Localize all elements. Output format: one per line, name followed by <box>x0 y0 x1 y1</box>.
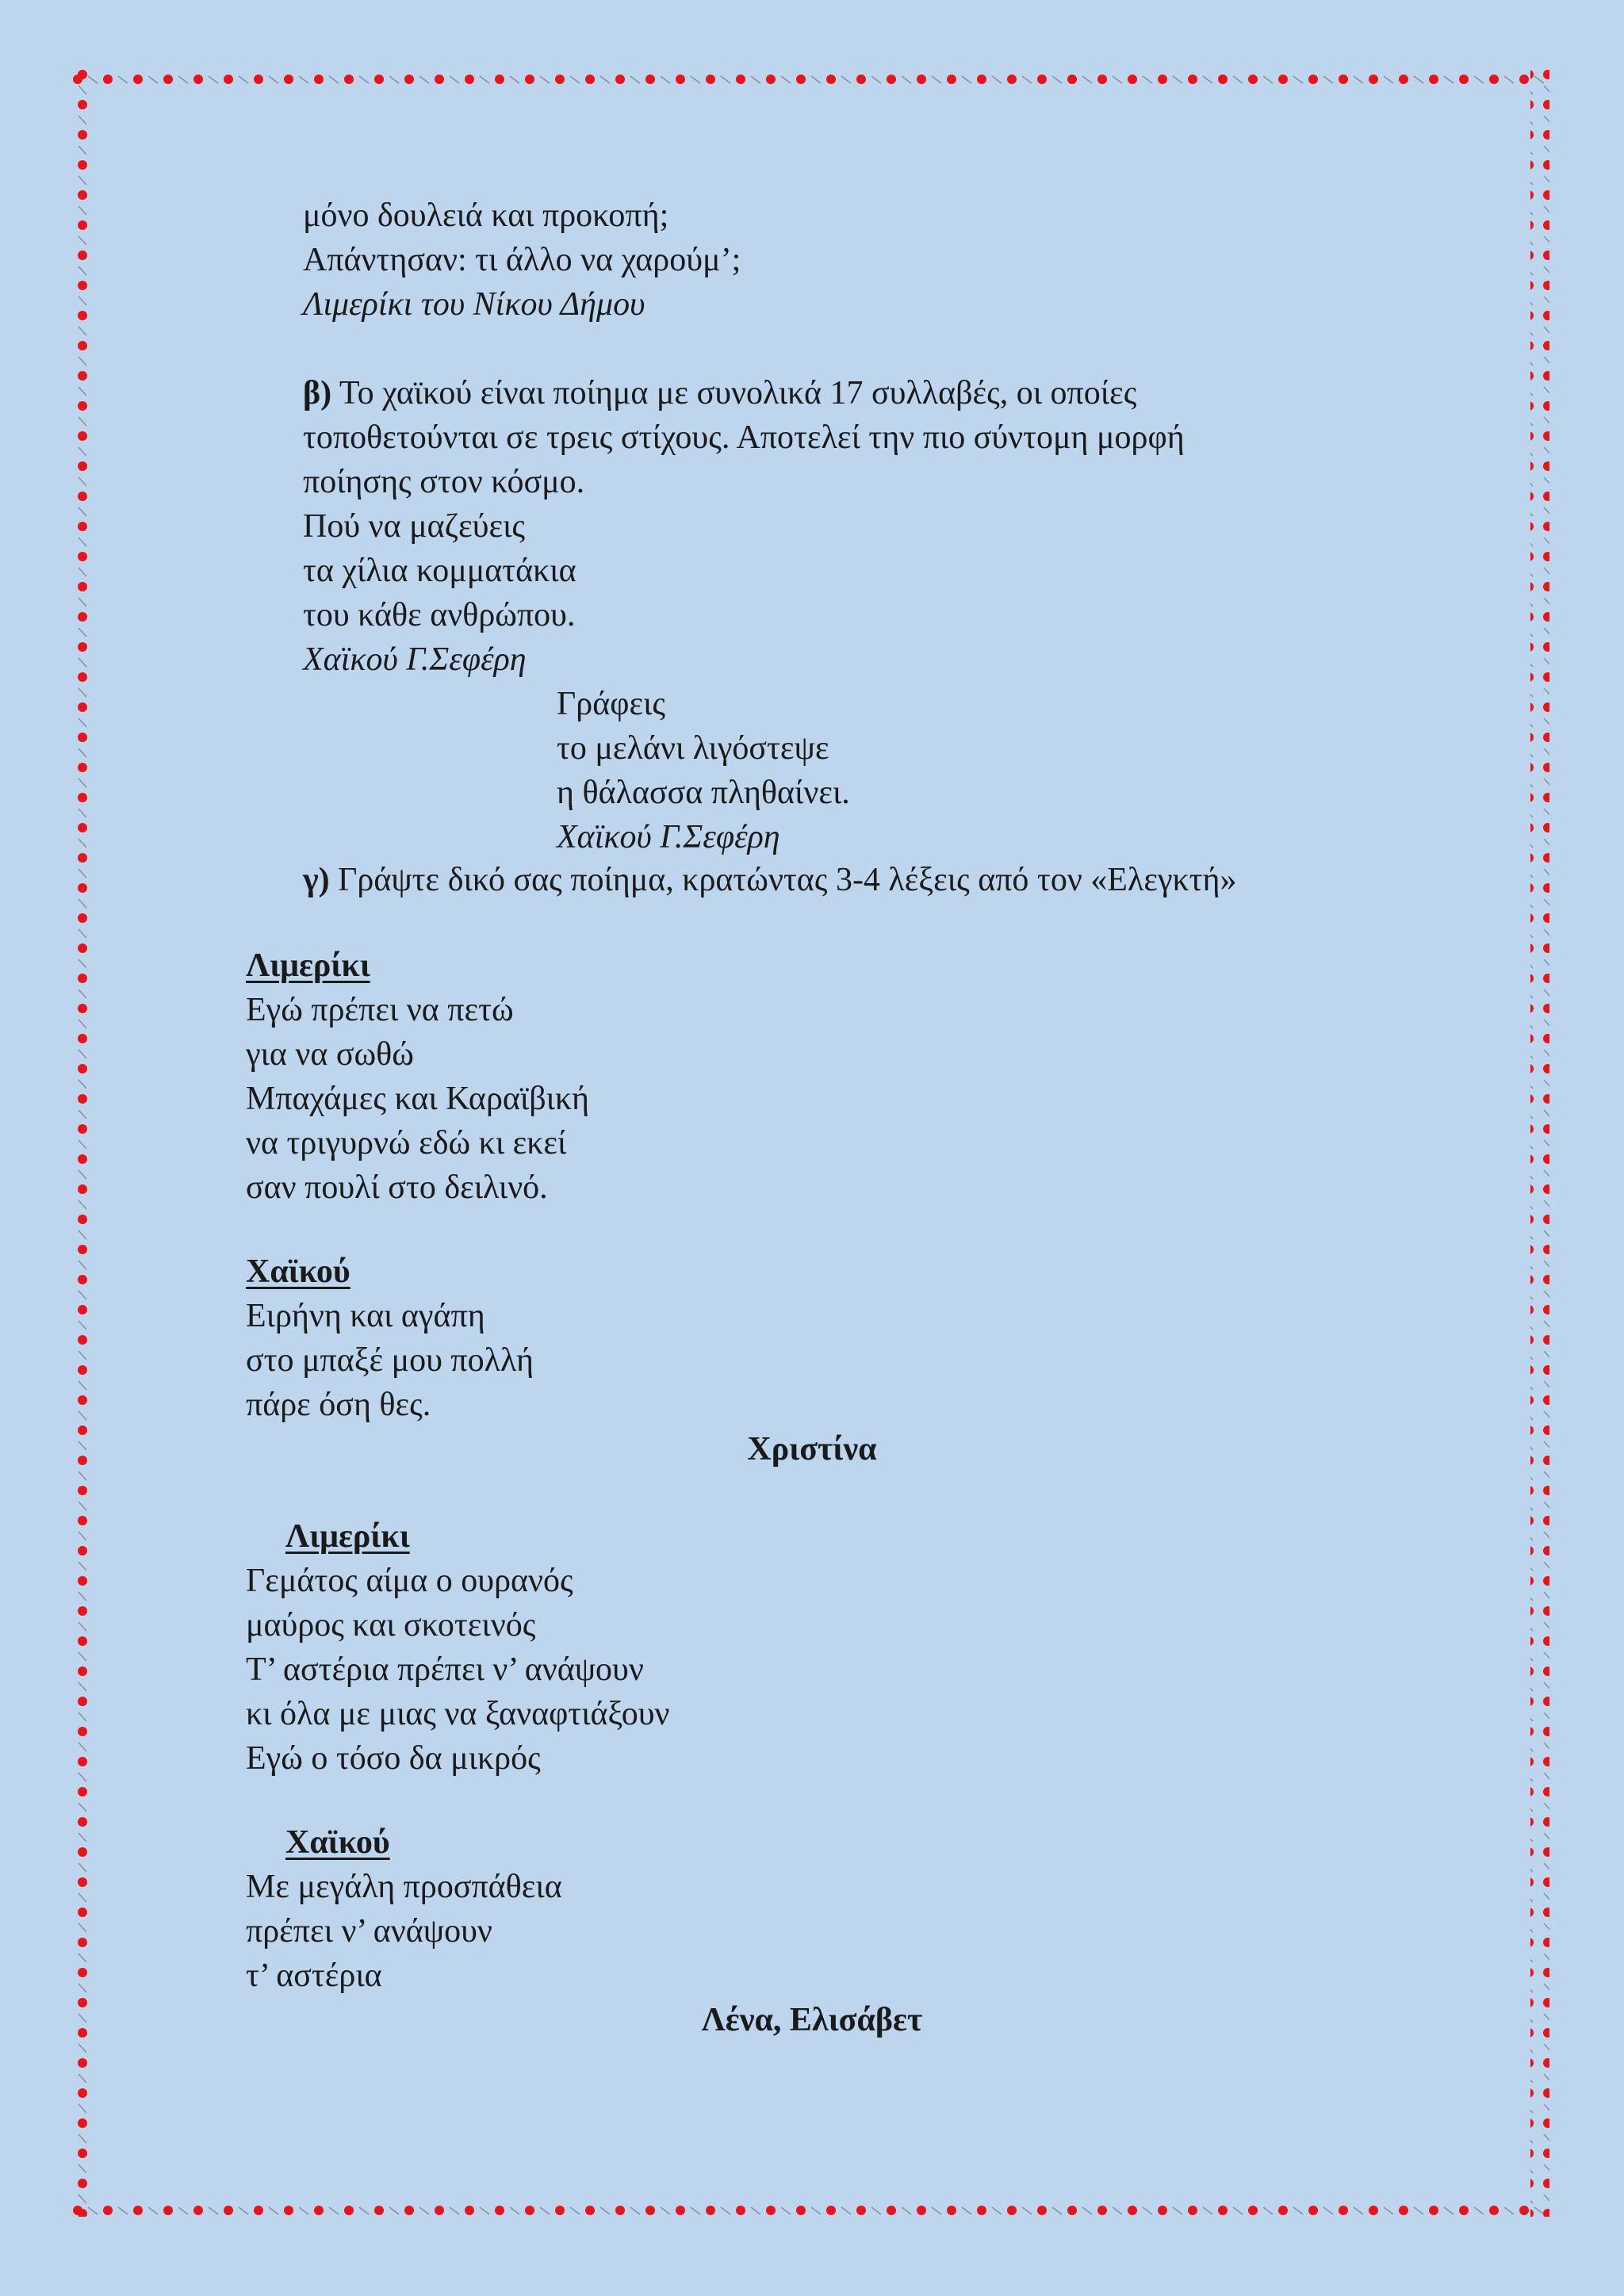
poems-2-limerick-line: Τ’ αστέρια πρέπει ν’ ανάψουν <box>246 1651 644 1688</box>
poems-2-limerick-line: Εγώ ο τόσο δα μικρός <box>246 1740 541 1777</box>
poems-2-limerick-line: κι όλα με μιας να ξαναφτιάξουν <box>246 1696 670 1732</box>
poems-1-limerick-line: Μπαχάμες και Καραϊβική <box>246 1081 590 1117</box>
poems-1-haiku-title: Χαϊκού <box>246 1253 350 1290</box>
poems-2-haiku-line: Με μεγάλη προσπάθεια <box>246 1869 562 1905</box>
poems-2-limerick-line: μαύρος και σκοτεινός <box>246 1607 536 1644</box>
intro-line-2: Απάντησαν: τι άλλο να χαρούμ’; <box>303 242 741 278</box>
intro-line-1: μόνο δουλειά και προκοπή; <box>303 197 669 234</box>
poems-2-limerick-title: Λιμερίκι <box>285 1518 410 1555</box>
haiku-2-attribution: Χαϊκού Γ.Σεφέρη <box>557 819 780 855</box>
poems-1-limerick-line: σαν πουλί στο δειλινό. <box>246 1169 548 1206</box>
haiku-1-attribution: Χαϊκού Γ.Σεφέρη <box>303 641 527 678</box>
poems-1-limerick-line: να τριγυρνώ εδώ κι εκεί <box>246 1125 567 1161</box>
poems-1-haiku-line: στο μπαξέ μου πολλή <box>246 1342 534 1379</box>
poems-1-author: Χριστίνα <box>747 1431 877 1468</box>
poems-2-limerick-line: Γεμάτος αίμα ο ουρανός <box>246 1563 573 1599</box>
haiku-1-line-3: του κάθε ανθρώπου. <box>303 597 576 633</box>
section-b-text-1: Το χαϊκού είναι ποίημα με συνολικά 17 συλλαβές, οι οποίες <box>331 375 1137 411</box>
poems-2-haiku-title: Χαϊκού <box>285 1824 390 1861</box>
poems-2-haiku-line: τ’ αστέρια <box>246 1957 382 1994</box>
poems-1-limerick-line: για να σωθώ <box>246 1036 414 1073</box>
haiku-1-line-2: τα χίλια κομματάκια <box>303 553 576 589</box>
section-c-prompt <box>303 858 1237 902</box>
haiku-1-line-1: Πού να μαζεύεις <box>303 508 526 545</box>
section-c-text: Γράψτε δικό σας ποίημα, κρατώντας 3-4 λέξεις από τον «Ελεγκτή» <box>329 862 1237 898</box>
poems-2-haiku-line: πρέπει ν’ ανάψουν <box>246 1913 492 1950</box>
section-b-label: β) <box>303 375 332 411</box>
intro-attribution: Λιμερίκι του Νίκου Δήμου <box>303 286 645 323</box>
section-c-label: γ) <box>303 862 330 898</box>
poems-1-limerick-line: Εγώ πρέπει να πετώ <box>246 992 514 1028</box>
section-b-text-3: ποίησης στον κόσμο. <box>303 464 585 500</box>
section-b-text-2: τοποθετούνται σε τρεις στίχους. Αποτελεί την πιο σύντομη μορφή <box>303 419 1185 456</box>
haiku-2-line-3: η θάλασσα πληθαίνει. <box>557 775 850 811</box>
haiku-2-line-1: Γράφεις <box>557 686 666 722</box>
section-b-paragraph-line-1 <box>303 371 1136 415</box>
poems-1-haiku-line: Ειρήνη και αγάπη <box>246 1298 485 1334</box>
poems-1-limerick-title: Λιμερίκι <box>246 947 370 984</box>
poems-1-haiku-line: πάρε όση θες. <box>246 1387 431 1423</box>
haiku-2-line-2: το μελάνι λιγόστεψε <box>557 730 829 767</box>
poems-2-author: Λένα, Ελισάβετ <box>701 2002 923 2038</box>
